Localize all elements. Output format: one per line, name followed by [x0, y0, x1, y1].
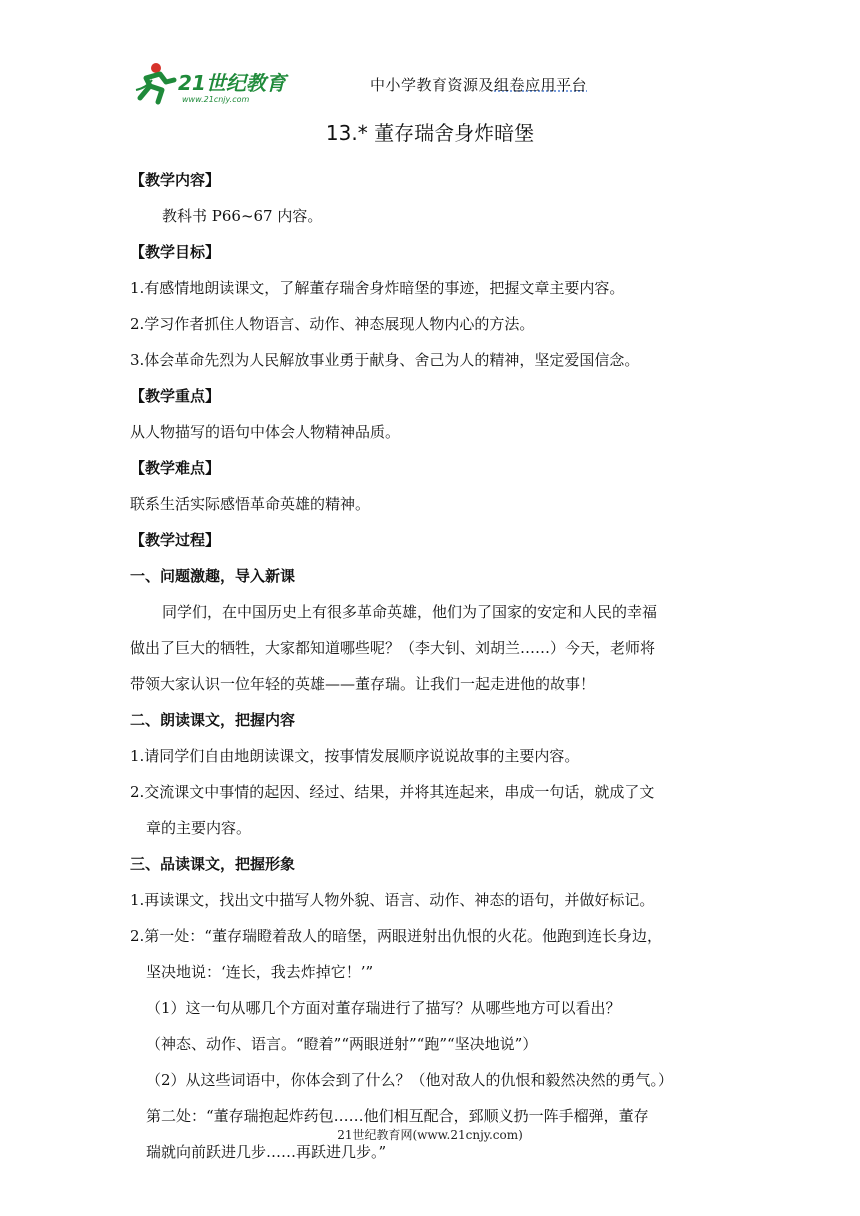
step2-item-2-continued: 章的主要内容。: [146, 819, 252, 837]
step3-second-quote-continued: 瑞就向前跃进几步……再跃进几步。”: [146, 1143, 387, 1161]
step1-heading: 一、问题激趣，导入新课: [130, 567, 296, 585]
page-header: [132, 60, 732, 110]
difficulty-heading: 【教学难点】: [130, 459, 221, 477]
platform-prefix: 中小学教育资源及: [370, 76, 495, 94]
goals-heading: 【教学目标】: [130, 243, 221, 261]
goal-item-2: 2.学习作者抓住人物语言、动作、神态展现人物内心的方法。: [130, 315, 535, 333]
content-heading: 【教学内容】: [130, 171, 221, 189]
lesson-title: 13.* 董存瑞舍身炸暗堡: [325, 121, 535, 145]
step2-item-1: 1.请同学们自由地朗读课文，按事情发展顺序说说故事的主要内容。: [130, 747, 580, 765]
step3-item-2: 2.第一处：“董存瑞瞪着敌人的暗堡，两眼迸射出仇恨的火花。他跑到连长身边，: [130, 927, 662, 945]
runner-logo-icon: [132, 60, 292, 106]
step1-paragraph-line: 做出了巨大的牺牲，大家都知道哪些呢？（李大钊、刘胡兰……）今天，老师将: [130, 639, 656, 657]
step1-paragraph-line: 同学们，在中国历史上有很多革命英雄，他们为了国家的安定和人民的幸福: [162, 603, 658, 621]
step3-item-2-continued: 坚决地说：‘连长，我去炸掉它！’”: [146, 963, 374, 981]
step3-heading: 三、品读课文，把握形象: [130, 855, 296, 873]
step1-paragraph-line: 带领大家认识一位年轻的英雄——董存瑞。让我们一起走进他的故事！: [130, 675, 596, 693]
difficulty-text: 联系生活实际感悟革命英雄的精神。: [130, 495, 371, 513]
step3-second-quote: 第二处：“董存瑞抱起炸药包……他们相互配合，郅顺义扔一阵手榴弹，董存: [146, 1107, 649, 1125]
step3-question-2: （2）从这些词语中，你体会到了什么？（他对敌人的仇恨和毅然决然的勇气。）: [146, 1071, 674, 1089]
process-heading: 【教学过程】: [130, 531, 221, 549]
focus-heading: 【教学重点】: [130, 387, 221, 405]
goal-item-3: 3.体会革命先烈为人民解放事业勇于献身、舍己为人的精神，坚定爱国信念。: [130, 351, 640, 369]
logo-text: 21世纪教育: [178, 71, 286, 95]
page-footer: 21世纪教育网(www.21cnjy.com): [337, 1128, 523, 1142]
content-text: 教科书 P66~67 内容。: [162, 207, 323, 225]
step3-item-1: 1.再读课文，找出文中描写人物外貌、语言、动作、神态的语句，并做好标记。: [130, 891, 655, 909]
logo-subtext: www.21cnjy.com: [182, 95, 250, 104]
step3-question-1: （1）这一句从哪几个方面对董存瑞进行了描写？从哪些地方可以看出？: [146, 999, 621, 1017]
platform-name: [370, 74, 587, 95]
focus-text: 从人物描写的语句中体会人物精神品质。: [130, 423, 401, 441]
step3-answer-1: （神态、动作、语言。“瞪着”“两眼迸射”“跑”“坚决地说”）: [146, 1035, 538, 1053]
logo: [132, 60, 292, 106]
lesson-body: [130, 162, 742, 1170]
platform-suffix: 组卷应用平台: [494, 76, 588, 94]
step2-heading: 二、朗读课文，把握内容: [130, 711, 296, 729]
goal-item-1: 1.有感情地朗读课文，了解董存瑞舍身炸暗堡的事迹，把握文章主要内容。: [130, 279, 625, 297]
step2-item-2: 2.交流课文中事情的起因、经过、结果，并将其连起来，串成一句话，就成了文: [130, 783, 655, 801]
